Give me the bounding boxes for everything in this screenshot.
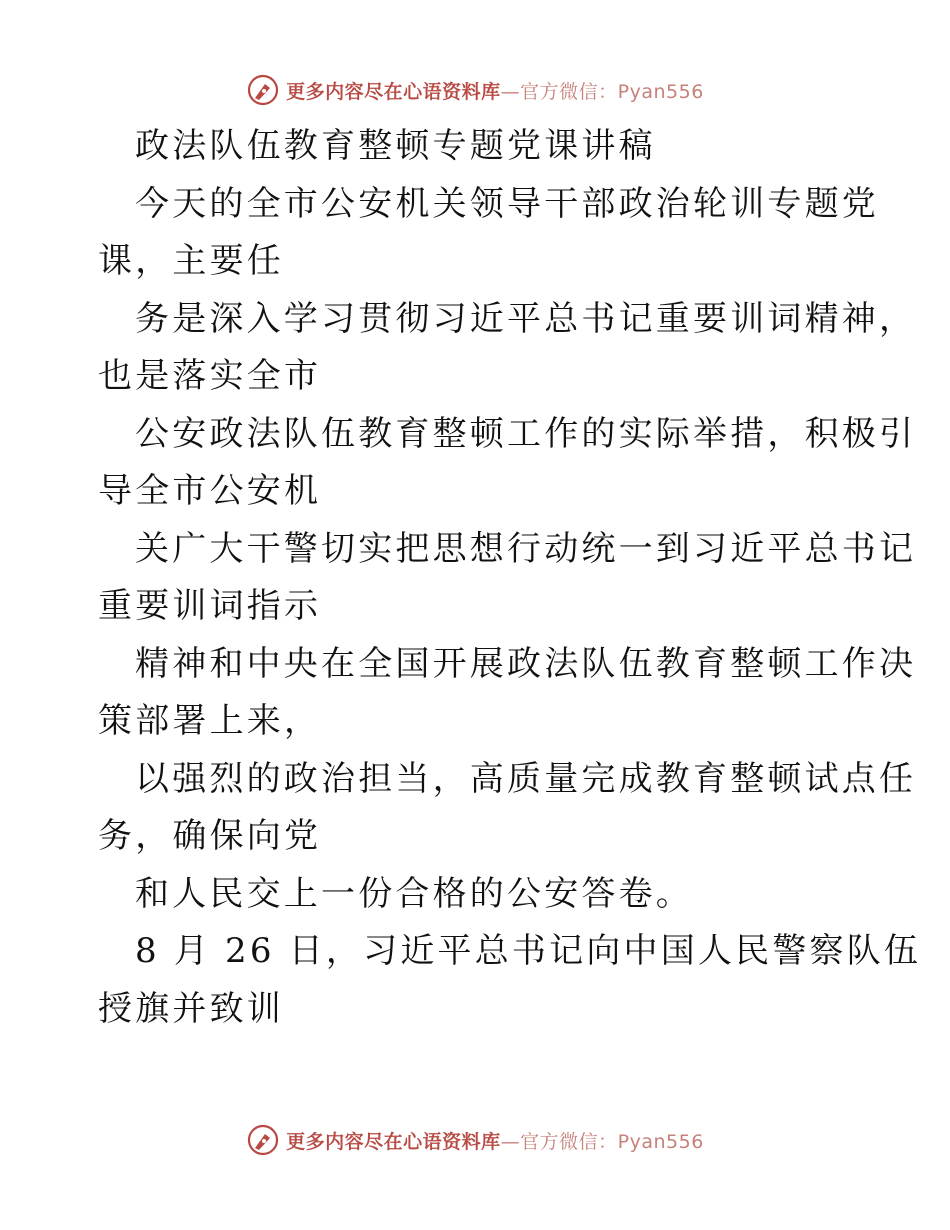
watermark-suffix: 官方微信：Pyan556 xyxy=(520,80,704,103)
watermark-brand: 更多内容尽在心语资料库 xyxy=(286,80,501,103)
document-line: 政法队伍教育整顿专题党课讲稿 xyxy=(135,126,656,166)
document-line: 务，确保向党 xyxy=(98,816,322,856)
document-line: 授旗并致训 xyxy=(98,988,284,1029)
document-line: 8 月 26 日，习近平总书记向中国人民警察队伍 xyxy=(135,931,922,971)
watermark-brand: 更多内容尽在心语资料库 xyxy=(286,1130,501,1153)
document-line: 精神和中央在全国开展政法队伍教育整顿工作决 xyxy=(135,643,917,684)
document-line: 以强烈的政治担当，高质量完成教育整顿试点任 xyxy=(135,758,917,799)
document-line: 今天的全市公安机关领导干部政治轮训专题党 xyxy=(135,183,879,224)
document-line: 课，主要任 xyxy=(98,241,284,281)
header-watermark xyxy=(0,70,950,110)
document-line: 和人民交上一份合格的公安答卷。 xyxy=(135,873,693,914)
document-line: 导全市公安机 xyxy=(98,471,322,511)
document-line: 重要训词指示 xyxy=(98,586,322,626)
footer-watermark xyxy=(0,1120,950,1160)
watermark-separator: — xyxy=(500,80,521,103)
document-line: 关广大干警切实把思想行动统一到习近平总书记 xyxy=(135,528,917,569)
watermark-text xyxy=(286,77,704,104)
document-body xyxy=(98,118,922,1038)
document-line: 也是落实全市 xyxy=(98,356,322,396)
watermark-suffix: 官方微信：Pyan556 xyxy=(520,1130,704,1153)
pen-nib-icon xyxy=(246,73,280,107)
document-line: 策部署上来， xyxy=(98,701,322,741)
document-line: 务是深入学习贯彻习近平总书记重要训词精神， xyxy=(135,298,917,339)
pen-nib-icon xyxy=(246,1123,280,1157)
document-line: 公安政法队伍教育整顿工作的实际举措，积极引 xyxy=(135,413,917,454)
watermark-separator: — xyxy=(500,1130,521,1153)
watermark-text xyxy=(286,1127,704,1154)
